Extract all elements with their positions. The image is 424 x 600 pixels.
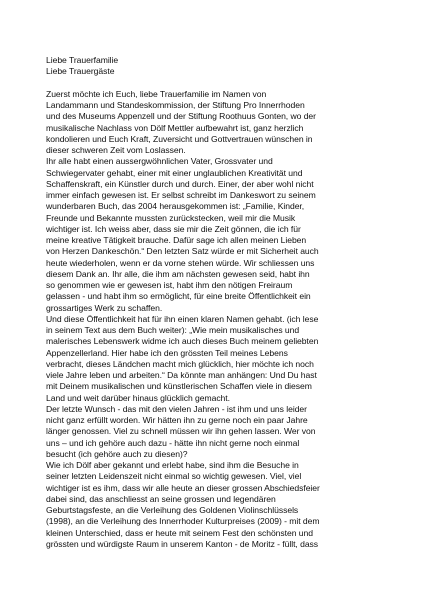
text-line: viele Jahre leben und arbeiten.“ Da könnte man anhängen: Und Du hast: [46, 370, 317, 380]
document-page: [46, 55, 406, 550]
text-line: Ihr alle habt einen aussergwöhnlichen Vater, Grossvater und: [46, 156, 273, 167]
text-line: uns – und ich gehöre auch dazu - hätte ihn nicht gerne noch einmal: [46, 437, 300, 448]
text-line: Geburtstagsfeste, an die Verleihung des Goldenen Violinschlüssels: [46, 505, 299, 515]
text-line: besucht (ich gehöre auch zu diesen)?: [46, 448, 188, 459]
text-line: wichtiger ist. Ich weiss aber, dass sie mir die Zeit gönnen, die ich für: [46, 223, 301, 234]
text-line: mit Deinem musikalischen und künstlerischen Schaffen viele in diesem: [46, 381, 312, 392]
text-line: seiner letzten Leidenszeit nicht einmal so wichtig gewesen. Viel, viel: [46, 471, 302, 482]
text-line: grossartiges Werk zu schaffen.: [46, 302, 163, 313]
text-line: heute wiederholen, wenn er da vorne stehen würde. Wir schliessen uns: [46, 257, 315, 268]
text-line: meine kreative Tätigkeit brauche. Dafür sage ich allen meinen Lieben: [46, 235, 307, 245]
text-line: grössten und würdigste Raum in unserem Kanton - de Moritz - füllt, dass: [46, 538, 319, 549]
text-line: Und diese Öffentlichkeit hat für ihn einen klaren Namen gehabt. (ich lese: [46, 313, 319, 324]
text-line: von Herzen Dankeschön.“ Den letzten Satz würde er mit Sicherheit auch: [46, 246, 319, 257]
text-line: dieser schweren Zeit vom Loslassen.: [46, 145, 186, 155]
salutation-line: Liebe Trauerfamilie: [46, 55, 119, 65]
text-line: (1998), an die Verleihung des Innerrhoder Kulturpreises (2009) - mit dem: [46, 516, 320, 527]
text-line: wichtiger ist es ihm, dass wir alle heute an dieser grossen Abschiedsfeier: [46, 482, 320, 493]
text-line: gelassen - und habt ihm so ermöglicht, für eine breite Öffentlichkeit ein: [46, 291, 311, 302]
text-line: kondolieren und Euch Kraft, Zuversicht und Gottvertrauen wünschen in: [46, 133, 313, 144]
text-line: Appenzellerland. Hier habe ich den grössten Teil meines Lebens: [46, 347, 288, 358]
salutation: [46, 55, 406, 78]
salutation-line: Liebe Trauergäste: [46, 66, 115, 77]
text-line: verbracht, dieses Ländchen macht mich glücklich, hier möchte ich noch: [46, 358, 314, 369]
text-line: Landammann und Standeskommission, der Stiftung Pro Innerrhoden: [46, 100, 305, 110]
text-line: in seinem Text aus dem Buch weiter): „Wie mein musikalisches und: [46, 325, 300, 335]
text-line: Schwiegervater gehabt, einer mit einer unglaublichen Kreativität und: [46, 167, 303, 178]
text-line: Zuerst möchte ich Euch, liebe Trauerfamilie im Namen von: [46, 88, 267, 99]
text-line: Wie ich Dölf aber gekannt und erlebt habe, sind ihm die Besuche in: [46, 460, 299, 470]
letter-body: [46, 89, 406, 550]
text-line: diesem Dank an. Ihr alle, die ihm am nächsten gewesen seid, habt ihn: [46, 268, 310, 279]
text-line: und des Museums Appenzell und der Stiftung Roothuus Gonten, wo der: [46, 111, 316, 122]
text-line: Land und weit darüber hinaus glücklich gemacht.: [46, 392, 230, 403]
text-line: länger genossen. Viel zu schnell müssen wir ihn gehen lassen. Wer von: [46, 426, 316, 437]
text-line: immer einfach gewesen ist. Er selbst schreibt im Dankeswort zu seinem: [46, 190, 316, 200]
text-line: Schaffenskraft, ein Künstler durch und durch. Einer, der aber wohl nicht: [46, 178, 314, 189]
text-line: Freunde und Bekannte mussten zurückstecken, weil mir die Musik: [46, 212, 296, 223]
text-line: malerisches Lebenswerk widme ich auch dieses Buch meinem geliebten: [46, 336, 319, 347]
text-line: dabei sind, das anschliesst an seine grossen und legendären: [46, 493, 276, 504]
text-line: musikalische Nachlass von Dölf Mettler aufbewahrt ist, ganz herzlich: [46, 122, 304, 133]
text-line: kleinen Unterschied, dass er heute mit seinem Fest den schönsten und: [46, 527, 313, 538]
text-line: nicht ganz erfüllt worden. Wir hätten ihn zu gerne noch ein paar Jahre: [46, 415, 308, 425]
text-line: so genommen wie er gewesen ist, habt ihm den nötigen Freiraum: [46, 280, 293, 290]
text-line: Der letzte Wunsch - das mit den vielen Jahren - ist ihm und uns leider: [46, 403, 307, 414]
text-line: wunderbaren Buch, das 2004 herausgekommen ist: „Familie, Kinder,: [46, 201, 305, 212]
